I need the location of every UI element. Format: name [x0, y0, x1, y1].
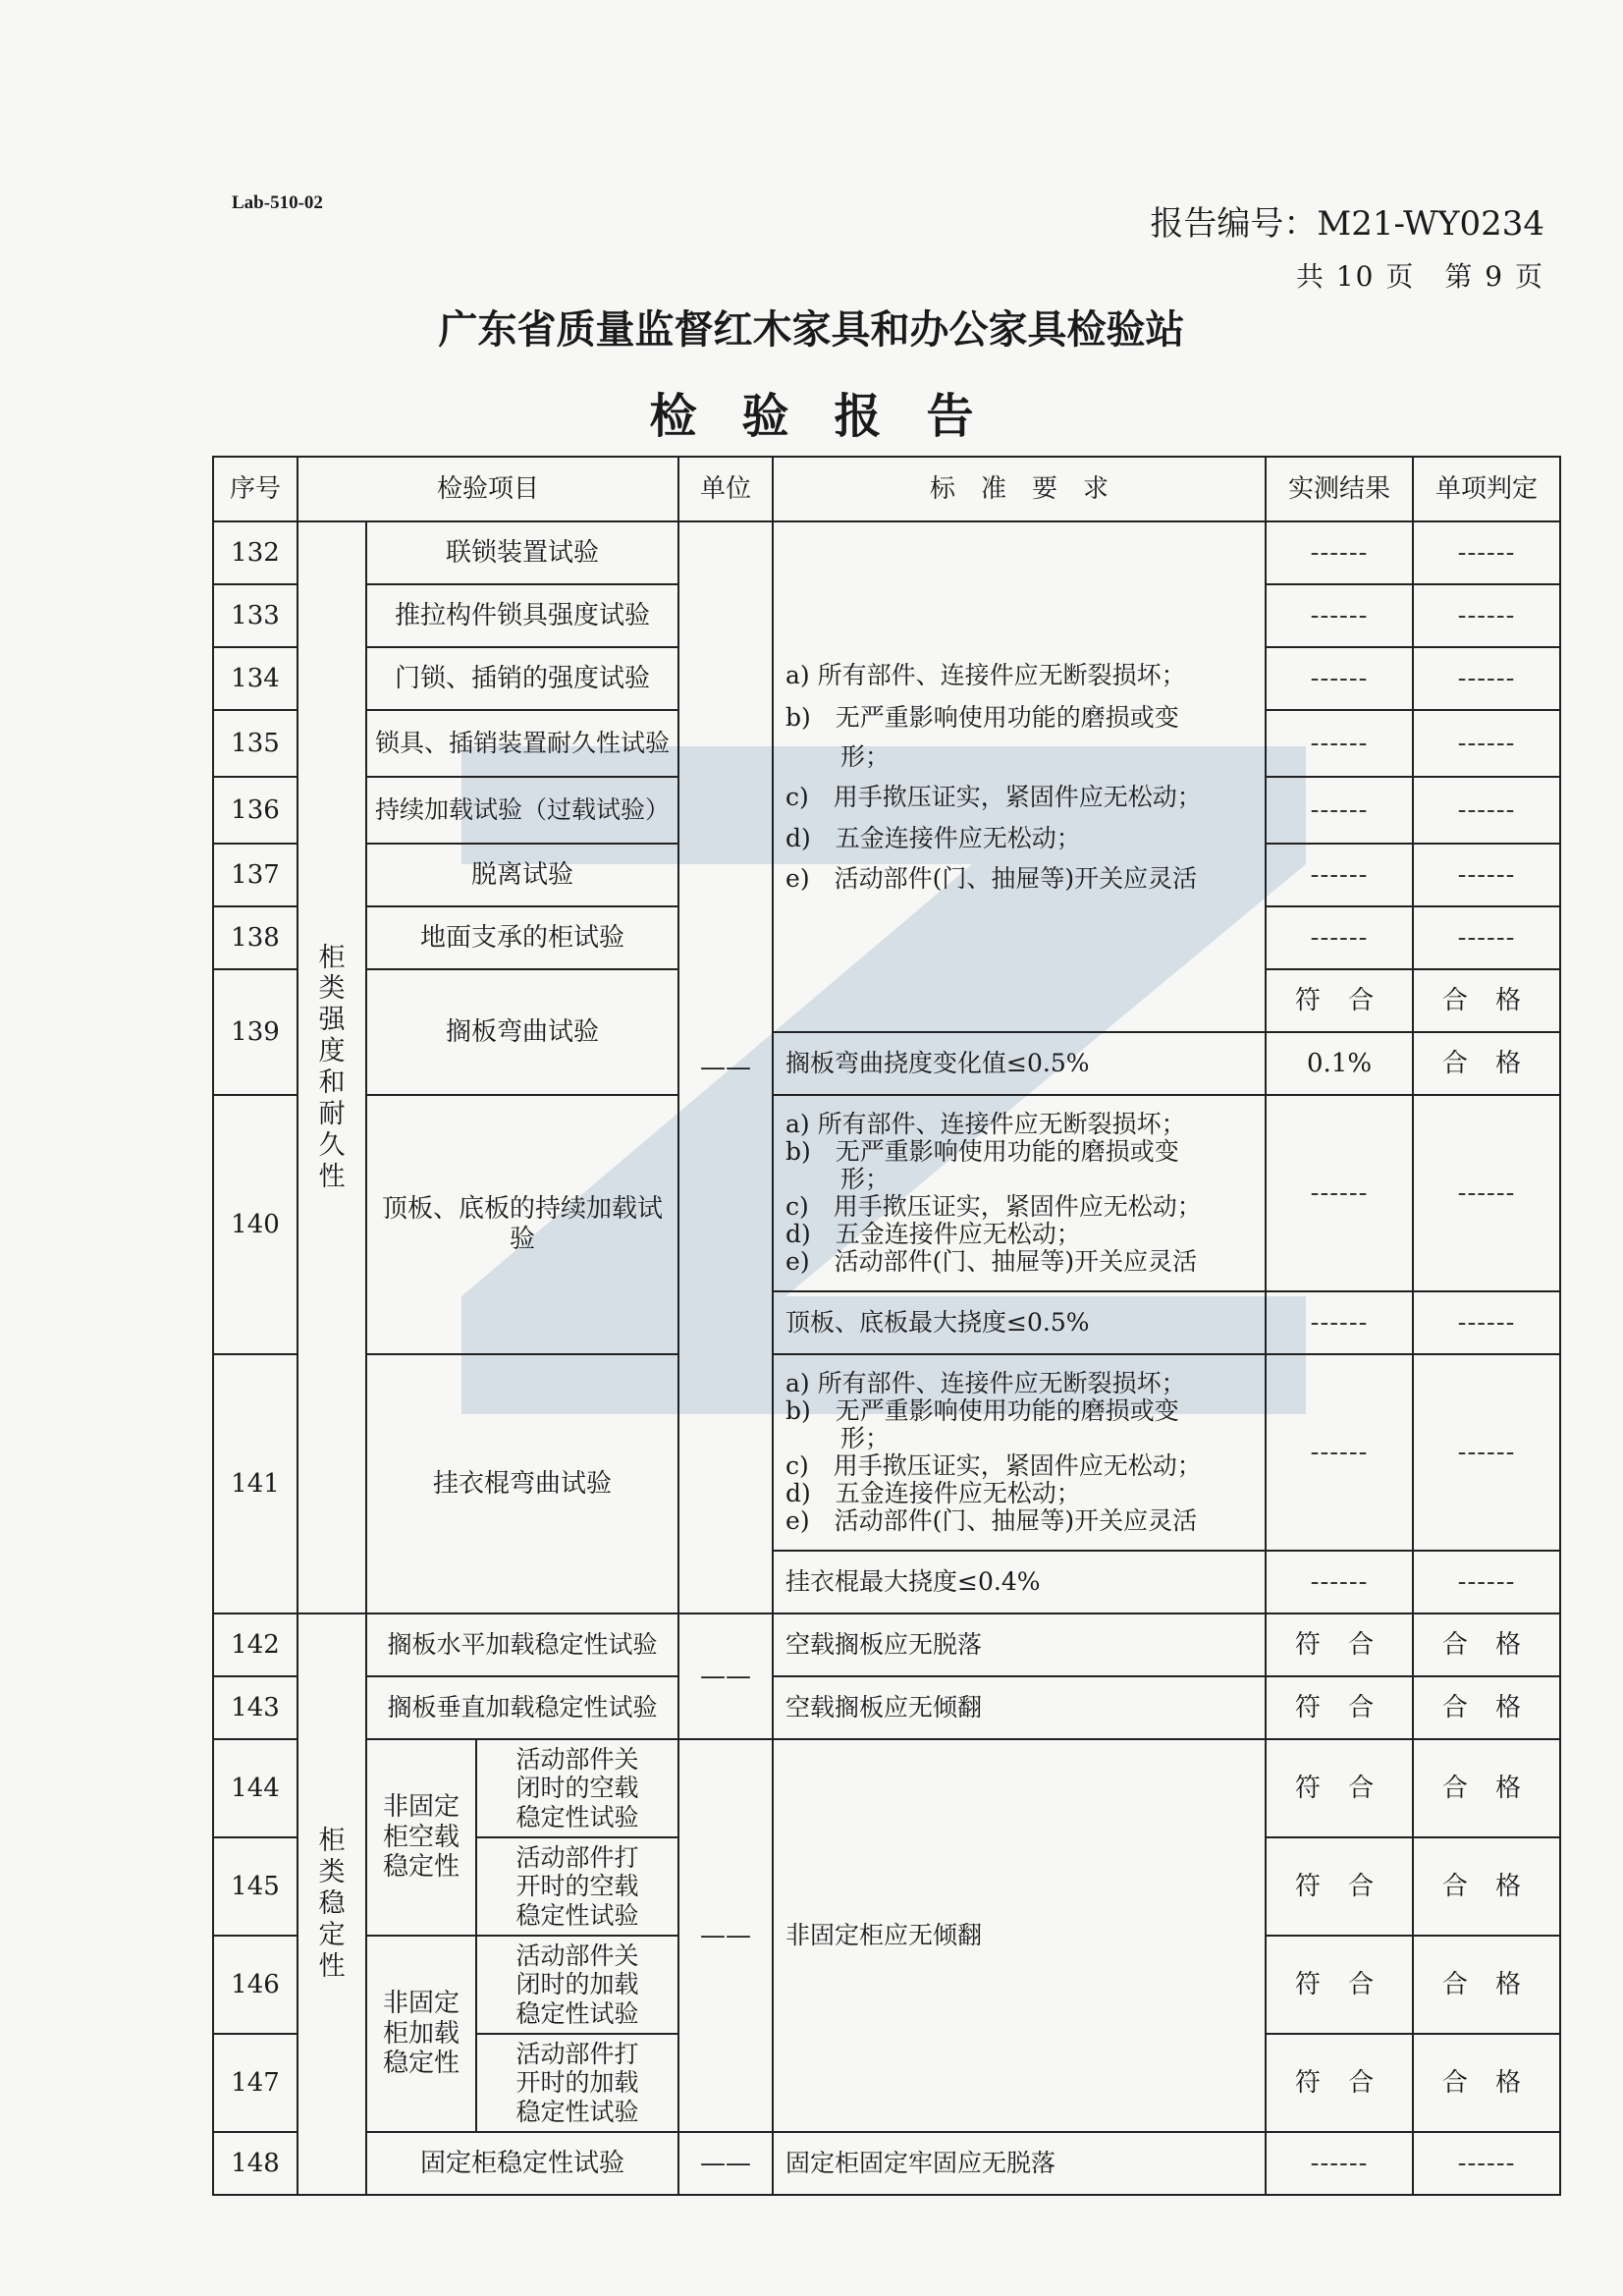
- table-row: [213, 1354, 1560, 1551]
- verdict-cell: ------: [1413, 1291, 1560, 1354]
- standard-cell: 空载搁板应无倾翻: [773, 1676, 1266, 1739]
- result-cell: ------: [1266, 1354, 1413, 1551]
- seq-cell: 136: [213, 777, 298, 844]
- standard-cell: 固定柜固定牢固应无脱落: [773, 2132, 1266, 2195]
- item-cell: 脱离试验: [366, 844, 678, 906]
- result-cell: 符 合: [1266, 2034, 1413, 2132]
- result-cell: 符 合: [1266, 1676, 1413, 1739]
- result-cell: 符 合: [1266, 1936, 1413, 2034]
- seq-cell: 138: [213, 906, 298, 969]
- verdict-cell: ------: [1413, 584, 1560, 647]
- result-cell: 符 合: [1266, 1837, 1413, 1936]
- lab-code: Lab-510-02: [232, 192, 323, 213]
- seq-cell: 137: [213, 844, 298, 906]
- item-cell: 活动部件关闭时的空载稳定性试验: [476, 1739, 678, 1837]
- verdict-cell: 合 格: [1413, 1837, 1560, 1936]
- seq-cell: 147: [213, 2034, 298, 2132]
- unit-cell: ——: [678, 1613, 773, 1739]
- item-cell: 持续加载试验（过载试验）: [366, 777, 678, 844]
- verdict-cell: ------: [1413, 844, 1560, 906]
- inspection-table: [212, 456, 1561, 2196]
- col-verdict: 单项判定: [1413, 457, 1560, 521]
- seq-cell: 133: [213, 584, 298, 647]
- page-info: 共 10 页 第 9 页: [1295, 260, 1544, 293]
- table-row: [213, 1676, 1560, 1739]
- result-cell: ------: [1266, 647, 1413, 710]
- seq-cell: 144: [213, 1739, 298, 1837]
- col-seq: 序号: [213, 457, 298, 521]
- standard-cell: a) 所有部件、连接件应无断裂损坏； b) 无严重影响使用功能的磨损或变 形； c) 用手揿压证实，紧固件应无松动； d) 五金连接件应无松动； e) 活动部件(门、抽屉等)开关应灵活: [773, 1354, 1266, 1551]
- verdict-cell: ------: [1413, 1095, 1560, 1291]
- item-cell: 固定柜稳定性试验: [366, 2132, 678, 2195]
- verdict-cell: ------: [1413, 521, 1560, 584]
- result-cell: ------: [1266, 906, 1413, 969]
- item-cell: 活动部件打开时的空载稳定性试验: [476, 1837, 678, 1936]
- seq-cell: 140: [213, 1095, 298, 1354]
- seq-cell: 145: [213, 1837, 298, 1936]
- seq-cell: 139: [213, 969, 298, 1095]
- seq-cell: 143: [213, 1676, 298, 1739]
- verdict-cell: ------: [1413, 1354, 1560, 1551]
- verdict-cell: 合 格: [1413, 1032, 1560, 1095]
- standard-cell: a) 所有部件、连接件应无断裂损坏； b) 无严重影响使用功能的磨损或变 形； c) 用手揿压证实，紧固件应无松动； d) 五金连接件应无松动； e) 活动部件(门、抽屉等)开关应灵活: [773, 1095, 1266, 1291]
- table-row: [213, 2132, 1560, 2195]
- standard-cell: 搁板弯曲挠度变化值≤0.5%: [773, 1032, 1266, 1095]
- result-cell: ------: [1266, 1095, 1413, 1291]
- col-standard: 标 准 要 求: [773, 457, 1266, 521]
- result-cell: 0.1%: [1266, 1032, 1413, 1095]
- item-cell: 门锁、插销的强度试验: [366, 647, 678, 710]
- seq-cell: 146: [213, 1936, 298, 2034]
- unit-cell: ——: [678, 2132, 773, 2195]
- verdict-cell: 合 格: [1413, 1613, 1560, 1676]
- seq-cell: 142: [213, 1613, 298, 1676]
- standard-cell-group-1: a) 所有部件、连接件应无断裂损坏； b) 无严重影响使用功能的磨损或变 形； c) 用手揿压证实，紧固件应无松动； d) 五金连接件应无松动； e) 活动部件(门、抽屉等)开关应灵活: [773, 521, 1266, 1032]
- result-cell: 符 合: [1266, 1739, 1413, 1837]
- seq-cell: 141: [213, 1354, 298, 1613]
- table-row: [213, 1095, 1560, 1291]
- item-cell: 挂衣棍弯曲试验: [366, 1354, 678, 1613]
- col-unit: 单位: [678, 457, 773, 521]
- item-cell: 顶板、底板的持续加载试验: [366, 1095, 678, 1354]
- result-cell: ------: [1266, 710, 1413, 777]
- verdict-cell: ------: [1413, 647, 1560, 710]
- col-result: 实测结果: [1266, 457, 1413, 521]
- verdict-cell: 合 格: [1413, 1676, 1560, 1739]
- organization-name: 广东省质量监督红木家具和办公家具检验站: [438, 307, 1185, 353]
- unit-cell: ——: [678, 1739, 773, 2132]
- result-cell: 符 合: [1266, 1613, 1413, 1676]
- verdict-cell: ------: [1413, 710, 1560, 777]
- seq-cell: 134: [213, 647, 298, 710]
- result-cell: ------: [1266, 777, 1413, 844]
- result-cell: 符 合: [1266, 969, 1413, 1032]
- item-cell: 联锁装置试验: [366, 521, 678, 584]
- document-title: 检验报告: [649, 389, 1019, 444]
- seq-cell: 132: [213, 521, 298, 584]
- standard-cell: 非固定柜应无倾翻: [773, 1739, 1266, 2132]
- table-row: [213, 1739, 1560, 1837]
- unit-cell: ——: [678, 521, 773, 1613]
- item-cell: 地面支承的柜试验: [366, 906, 678, 969]
- verdict-cell: 合 格: [1413, 2034, 1560, 2132]
- item-cell: 搁板水平加载稳定性试验: [366, 1613, 678, 1676]
- seq-cell: 148: [213, 2132, 298, 2195]
- standard-cell: 顶板、底板最大挠度≤0.5%: [773, 1291, 1266, 1354]
- verdict-cell: ------: [1413, 2132, 1560, 2195]
- item-cell: 推拉构件锁具强度试验: [366, 584, 678, 647]
- verdict-cell: ------: [1413, 777, 1560, 844]
- result-cell: ------: [1266, 844, 1413, 906]
- item-cell: 搁板垂直加载稳定性试验: [366, 1676, 678, 1739]
- standard-cell: 空载搁板应无脱落: [773, 1613, 1266, 1676]
- result-cell: ------: [1266, 584, 1413, 647]
- seq-cell: 135: [213, 710, 298, 777]
- table-row: [213, 521, 1560, 584]
- subcategory-nonfixed-empty: 非固定柜空载稳定性: [366, 1739, 476, 1936]
- col-item: 检验项目: [298, 457, 678, 521]
- item-cell: 活动部件关闭时的加载稳定性试验: [476, 1936, 678, 2034]
- verdict-cell: ------: [1413, 1551, 1560, 1613]
- item-cell: 活动部件打开时的加载稳定性试验: [476, 2034, 678, 2132]
- report-number: 报告编号：M21-WY0234: [1150, 204, 1544, 244]
- verdict-cell: ------: [1413, 906, 1560, 969]
- table-row: [213, 1613, 1560, 1676]
- category-strength: 柜类强度和耐久性: [298, 521, 366, 1613]
- category-stability: 柜类稳定性: [298, 1613, 366, 2195]
- verdict-cell: 合 格: [1413, 969, 1560, 1032]
- result-cell: ------: [1266, 1551, 1413, 1613]
- item-cell: 锁具、插销装置耐久性试验: [366, 710, 678, 777]
- item-cell: 搁板弯曲试验: [366, 969, 678, 1095]
- table-header-row: [213, 457, 1560, 521]
- verdict-cell: 合 格: [1413, 1936, 1560, 2034]
- verdict-cell: 合 格: [1413, 1739, 1560, 1837]
- standard-cell: 挂衣棍最大挠度≤0.4%: [773, 1551, 1266, 1613]
- result-cell: ------: [1266, 1291, 1413, 1354]
- result-cell: ------: [1266, 2132, 1413, 2195]
- subcategory-nonfixed-loaded: 非固定柜加载稳定性: [366, 1936, 476, 2132]
- result-cell: ------: [1266, 521, 1413, 584]
